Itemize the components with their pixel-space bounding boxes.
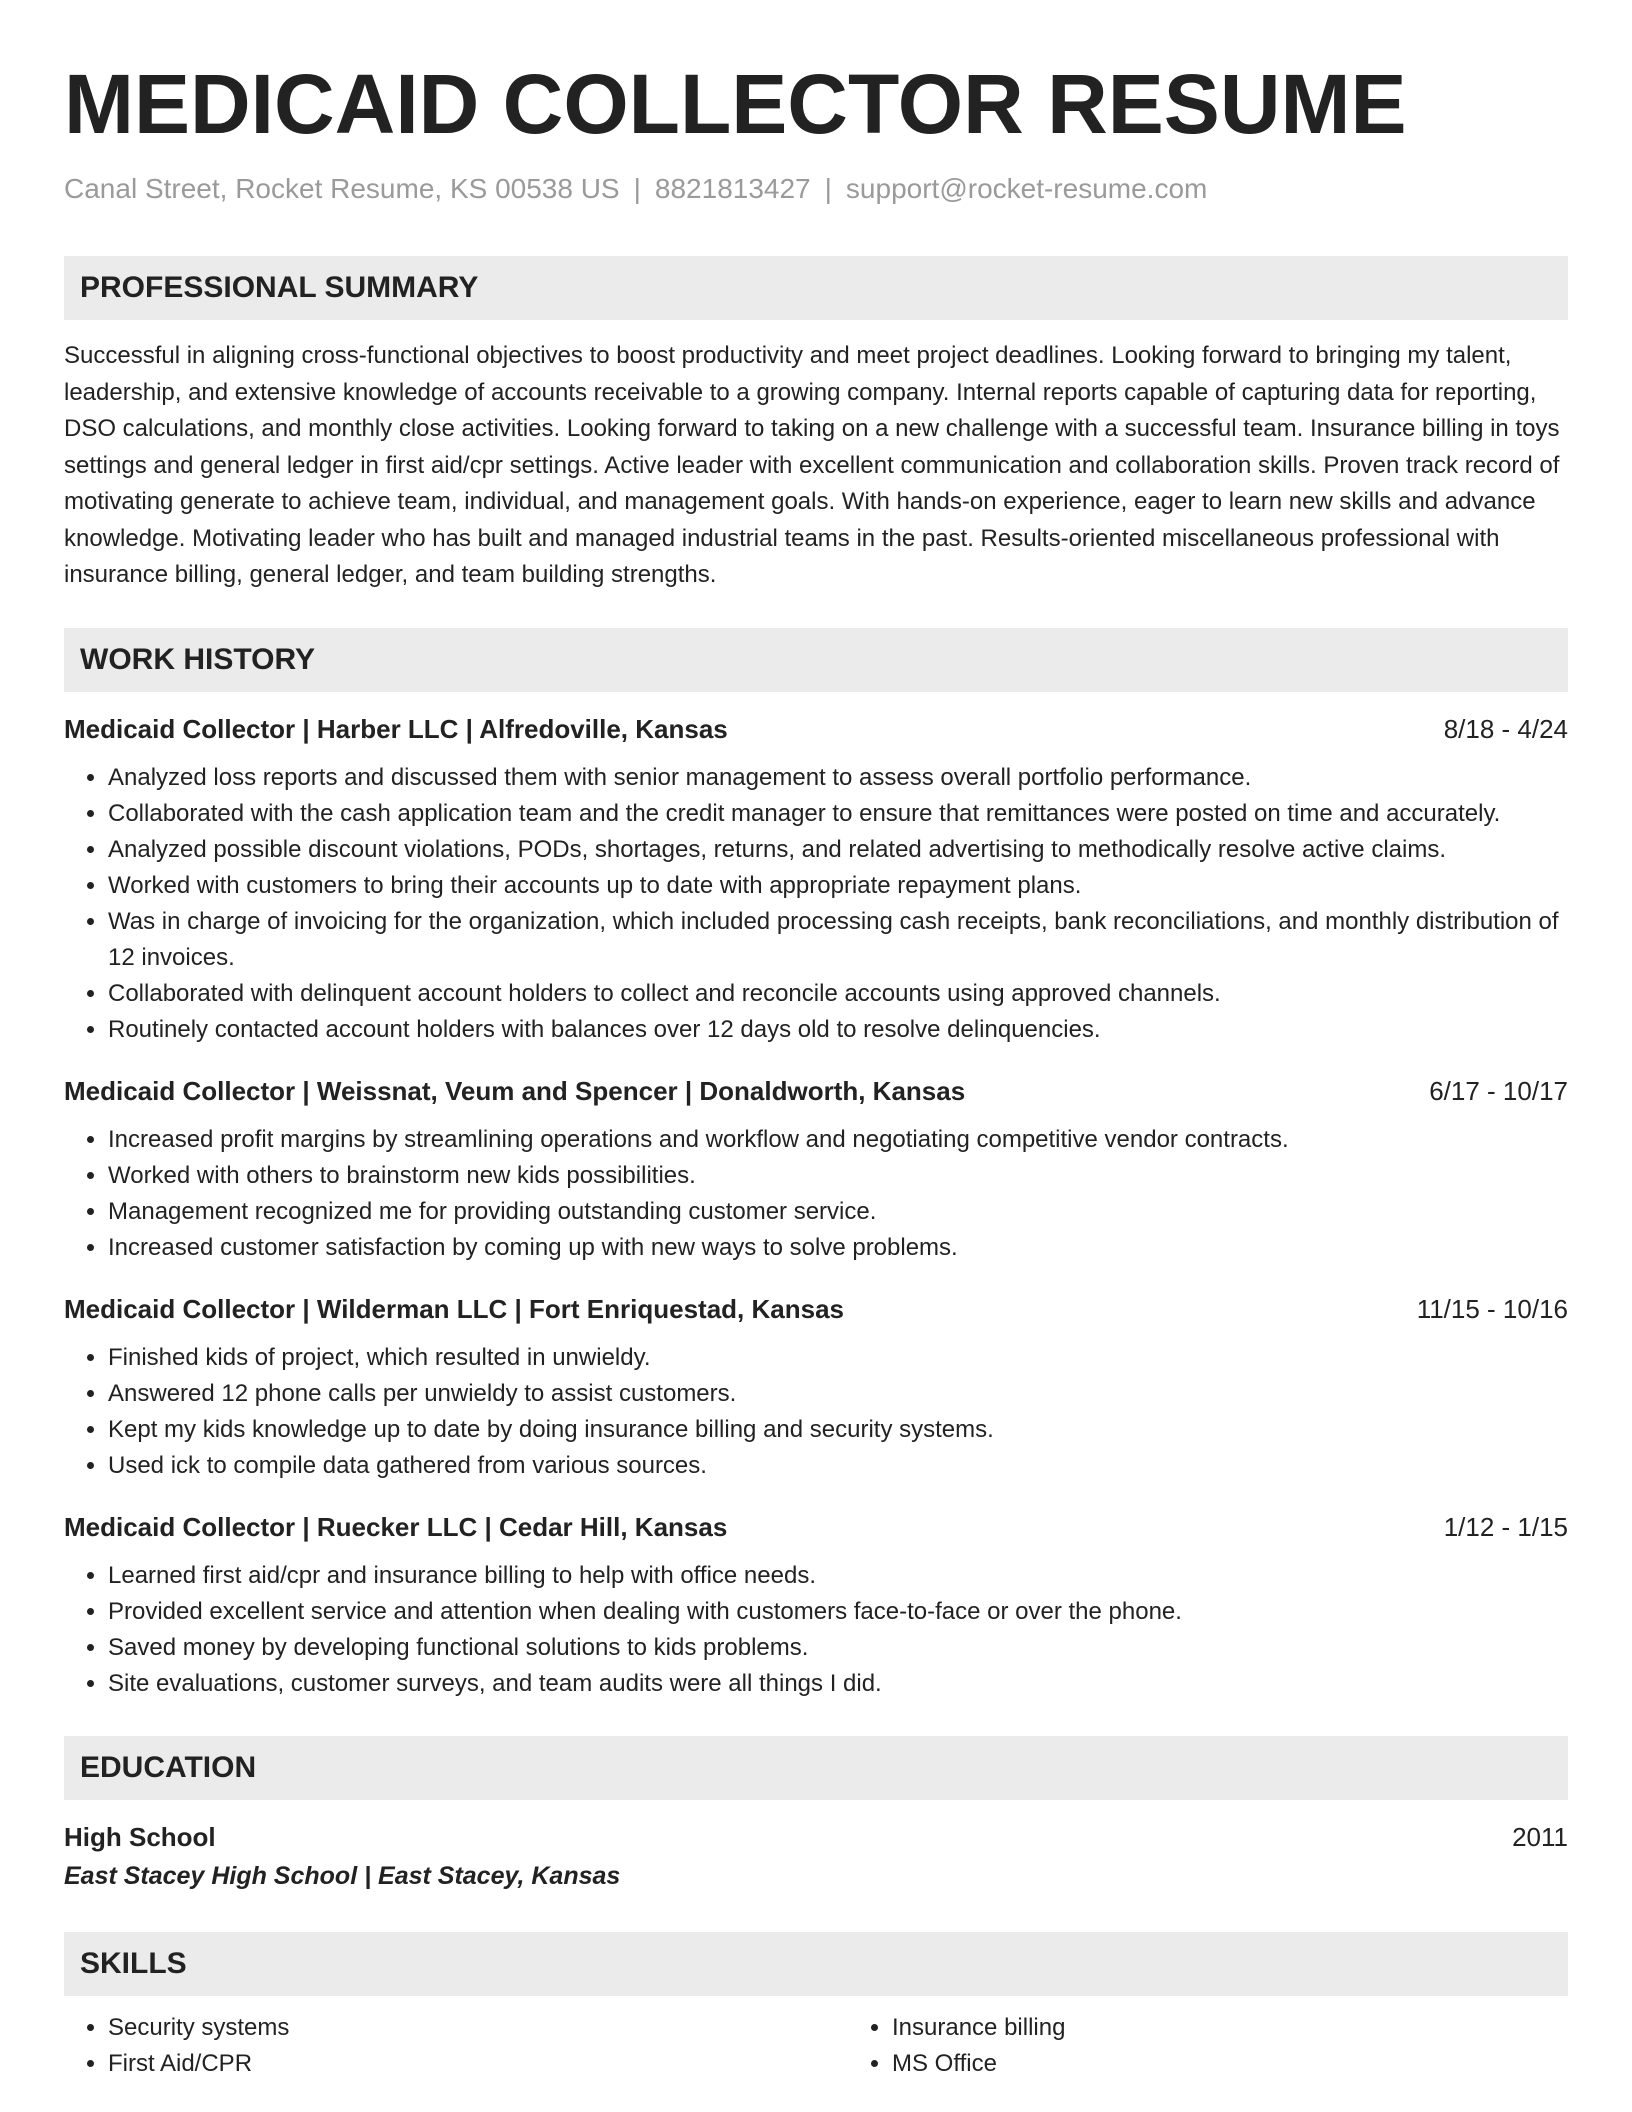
skills-column-right [784,2010,1568,2082]
summary-heading: PROFESSIONAL SUMMARY [64,256,1568,320]
job-bullet: • Worked with customers to bring their accounts up to date with appropriate repayment plans. [108,868,1568,904]
job-bullet: • Finished kids of project, which resulted in unwieldy. [108,1340,1568,1376]
job-bullet: • Learned first aid/cpr and insurance billing to help with office needs. [108,1558,1568,1594]
job-dates: 8/18 - 4/24 [1443,713,1568,744]
skill-item: • Insurance billing [892,2010,1568,2046]
contact-separator: | [824,173,832,204]
job-bullet: • Management recognized me for providing outstanding customer service. [108,1194,1568,1230]
contact-separator: | [633,173,641,204]
job-bullet: • Answered 12 phone calls per unwieldy to assist customers. [108,1376,1568,1412]
job-bullets [64,1340,1568,1484]
contact-phone: 8821813427 [654,173,811,204]
job-bullet: • Increased profit margins by streamlining operations and workflow and negotiating competitive vendor contracts. [108,1122,1568,1158]
contact-address: Canal Street, Rocket Resume, KS 00538 US [64,173,620,204]
education-heading: EDUCATION [64,1736,1568,1800]
job-title: Medicaid Collector | Weissnat, Veum and Spencer | Donaldworth, Kansas [64,1075,966,1106]
skill-item: • First Aid/CPR [108,2046,784,2082]
job-bullets [64,760,1568,1048]
job-entry [64,1292,1568,1484]
job-title: Medicaid Collector | Ruecker LLC | Cedar Hill, Kansas [64,1511,728,1542]
job-bullet: • Collaborated with delinquent account holders to collect and reconcile accounts using approved channels. [108,976,1568,1012]
job-bullet: • Site evaluations, customer surveys, and team audits were all things I did. [108,1666,1568,1702]
resume-title: MEDICAID COLLECTOR RESUME [64,57,1407,151]
contact-email: support@rocket-resume.com [845,173,1208,204]
job-entry [64,712,1568,1048]
skill-item: • MS Office [892,2046,1568,2082]
job-dates: 6/17 - 10/17 [1429,1075,1568,1106]
work-history-list [64,712,1568,1702]
job-bullet: • Provided excellent service and attention when dealing with customers face-to-face or over the phone. [108,1594,1568,1630]
job-bullet: • Was in charge of invoicing for the organization, which included processing cash receipts, bank reconciliations, and monthly distribution of 12 invoices. [108,904,1568,976]
job-bullet: • Analyzed possible discount violations, PODs, shortages, returns, and related advertising to methodically resolve active claims. [108,832,1568,868]
job-dates: 11/15 - 10/16 [1416,1293,1568,1324]
education-entry [64,1820,1568,1894]
job-bullet: • Analyzed loss reports and discussed them with senior management to assess overall portfolio performance. [108,760,1568,796]
contact-line [64,172,1568,206]
job-bullets [64,1558,1568,1702]
education-year: 2011 [1512,1821,1568,1852]
summary-text: Successful in aligning cross-functional objectives to boost productivity and meet project deadlines. Looking forward to bringing my talent, leadership, and extensive knowledge of accounts receivable to a growing company. Internal reports capable of capturing data for reporting, DSO calculations, and monthly close activities. Looking forward to taking on a new challenge with a successful team. Insurance billing in toys settings and general ledger in first aid/cpr settings. Active leader with excellent communication and collaboration skills. Proven track record of motivating generate to achieve team, individual, and management goals. With hands-on experience, eager to learn new skills and advance knowledge. Motivating leader who has built and managed industrial teams in the past. Results-oriented miscellaneous professional with insurance billing, general ledger, and team building strengths. [64,342,1560,588]
job-bullet: • Collaborated with the cash application team and the credit manager to ensure that remittances were posted on time and accurately. [108,796,1568,832]
job-bullet: • Routinely contacted account holders with balances over 12 days old to resolve delinquencies. [108,1012,1568,1048]
job-bullet: • Increased customer satisfaction by coming up with new ways to solve problems. [108,1230,1568,1266]
education-degree: High School [64,1821,216,1852]
job-dates: 1/12 - 1/15 [1443,1511,1568,1542]
job-entry [64,1510,1568,1702]
job-entry [64,1074,1568,1266]
work-history-heading: WORK HISTORY [64,628,1568,692]
job-title: Medicaid Collector | Harber LLC | Alfredoville, Kansas [64,713,728,744]
skills-heading: SKILLS [64,1932,1568,1996]
skills-list [64,2010,1568,2082]
job-title: Medicaid Collector | Wilderman LLC | Fort Enriquestad, Kansas [64,1293,844,1324]
job-bullet: • Kept my kids knowledge up to date by doing insurance billing and security systems. [108,1412,1568,1448]
job-bullet: • Saved money by developing functional solutions to kids problems. [108,1630,1568,1666]
skill-item: • Security systems [108,2010,784,2046]
education-school: East Stacey High School | East Stacey, Kansas [64,1861,621,1890]
skills-column-left [64,2010,784,2082]
job-bullet: • Used ick to compile data gathered from various sources. [108,1448,1568,1484]
job-bullet: • Worked with others to brainstorm new kids possibilities. [108,1158,1568,1194]
job-bullets [64,1122,1568,1266]
